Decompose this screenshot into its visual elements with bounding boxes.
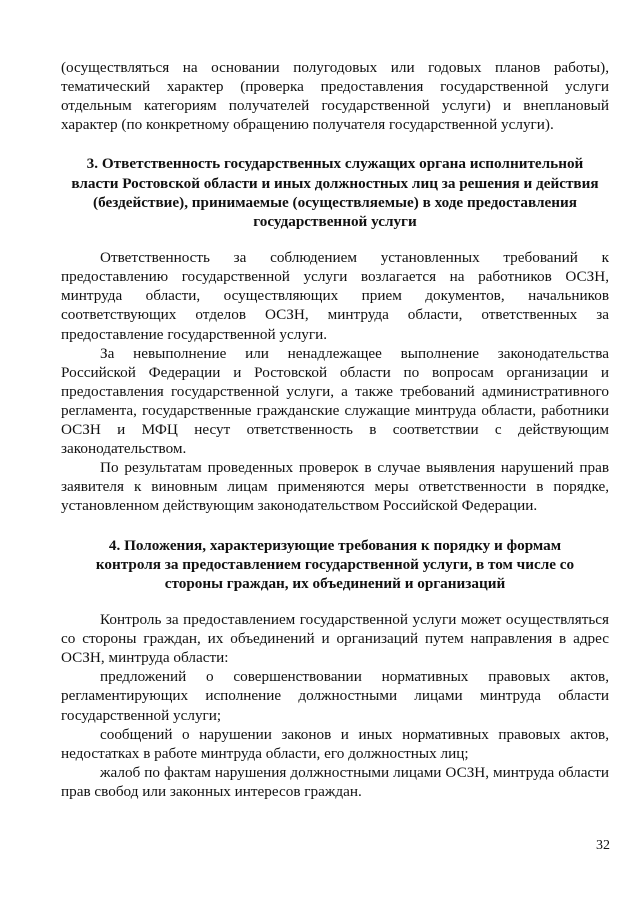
section-3-paragraph-3: По результатам проведенных проверок в случае выявления нарушений прав заявителя к виновным лицам применяются меры ответственности в порядке, установленном действующим законодательством Российской Федерации.	[61, 459, 609, 515]
section-4-paragraph-2: предложений о совершенствовании нормативных правовых актов, регламентирующих исполнение должностными лицами минтруда области государственной услуги;	[61, 668, 609, 724]
section-3-paragraph-2: За невыполнение или ненадлежащее выполнение законодательства Российской Федерации и Ростовской области по вопросам организации и предоставления государственной услуги, а также требований административного регламента, государственные гражданские служащие минтруда области, работники ОСЗН и МФЦ несут ответственность в соответствии с действующим законодательством.	[61, 344, 609, 458]
section-4-paragraph-1: Контроль за предоставлением государственной услуги может осуществляться со стороны граждан, их объединений и организаций путем направления в адрес ОСЗН, минтруда области:	[61, 611, 609, 667]
page-number: 32	[596, 838, 610, 853]
section-4-body	[61, 610, 609, 801]
document-page	[61, 58, 609, 801]
section-3-heading: 3. Ответственность государственных служащих органа исполнительной власти Ростовской области и иных должностных лиц за решения и действия (бездействие), принимаемые (осуществляемые) в ходе предоставления государственной услуги	[71, 155, 599, 230]
section-4-heading: 4. Положения, характеризующие требования к порядку и формам контроля за предоставлением государственной услуги, в том числе со стороны граждан, их объединений и организаций	[95, 536, 575, 592]
intro-paragraph: (осуществляться на основании полугодовых или годовых планов работы), тематический характер (проверка предоставления государственной услуги отдельным категориям получателей государственной услуги) и внеплановый характер (по конкретному обращению получателя государственной услуги).	[61, 59, 609, 134]
section-3-paragraph-1: Ответственность за соблюдением установленных требований к предоставлению государственной услуги возлагается на работников ОСЗН, минтруда области, осуществляющих прием документов, начальников соответствующих отделов ОСЗН, минтруда области, ответственных за предоставление государственной услуги.	[61, 249, 609, 343]
section-4-paragraph-3: сообщений о нарушении законов и иных нормативных правовых актов, недостатках в работе минтруда области, его должностных лиц;	[61, 725, 609, 762]
section-3-body	[61, 248, 609, 515]
section-4-paragraph-4: жалоб по фактам нарушения должностными лицами ОСЗН, минтруда области прав свобод или законных интересов граждан.	[61, 763, 609, 800]
